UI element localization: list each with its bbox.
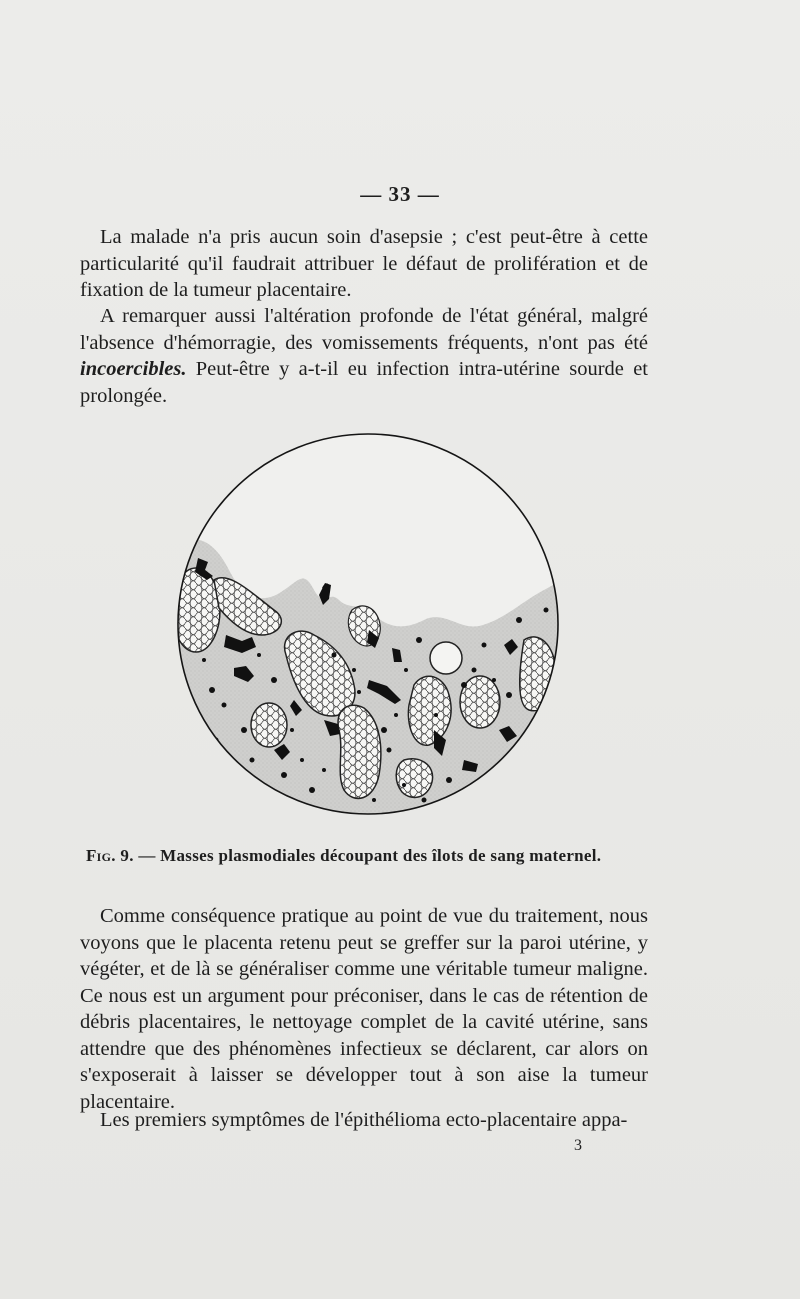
paragraph-2: [80, 303, 648, 409]
figure-9-illustration: [174, 430, 562, 818]
paragraph-2-text-end: Peut-être y a-t-il eu infection intra-utérine sourde et prolongée.: [80, 358, 648, 407]
paragraph-1-text: La malade n'a pris aucun soin d'asepsie ; c'est peut-être à cette particularité qu'il faudrait attribuer le défaut de prolifération et de fixation de la tumeur placentaire.: [80, 226, 648, 301]
paragraph-3: [80, 903, 648, 1115]
microscope-field: [174, 430, 562, 818]
blood-island: [251, 703, 287, 747]
microscope-field-drawing: [174, 430, 562, 818]
paragraph-1: [80, 224, 648, 304]
paragraph-4: [80, 1107, 648, 1134]
paragraph-3-text: Comme conséquence pratique au point de vue du traitement, nous voyons que le placenta retenu peut se greffer sur la paroi utérine, y végéter, et de là se généraliser comme une véritable tumeur maligne. Ce nous est un argument pour préconiser, dans le cas de rétention de débris placentaires, le nettoyage complet de la cavité utérine, sans attendre que des phénomènes infectieux se déclarent, car alors on s'exposerait à laisser se développer tout à son aise la tumeur placentaire.: [80, 905, 648, 1113]
page-number: — 33 —: [360, 182, 440, 206]
blood-island: [396, 759, 432, 798]
paragraph-4-text: Les premiers symptômes de l'épithélioma ecto-placentaire appa-: [100, 1109, 628, 1131]
figure-label: Fig. 9.: [86, 846, 134, 865]
signature-mark: 3: [574, 1137, 582, 1154]
vacuole: [430, 642, 462, 674]
paragraph-2-italic: incoercibles.: [80, 358, 187, 380]
blood-island: [174, 568, 220, 652]
figure-caption: [86, 846, 646, 866]
vacuole: [174, 675, 185, 700]
figure-caption-text: — Masses plasmodiales découpant des îlots de sang maternel.: [138, 846, 602, 865]
paragraph-2-text-start: A remarquer aussi l'altération profonde de l'état général, malgré l'absence d'hémorragie, des vomissements fréquents, n'ont pas été: [80, 305, 648, 354]
